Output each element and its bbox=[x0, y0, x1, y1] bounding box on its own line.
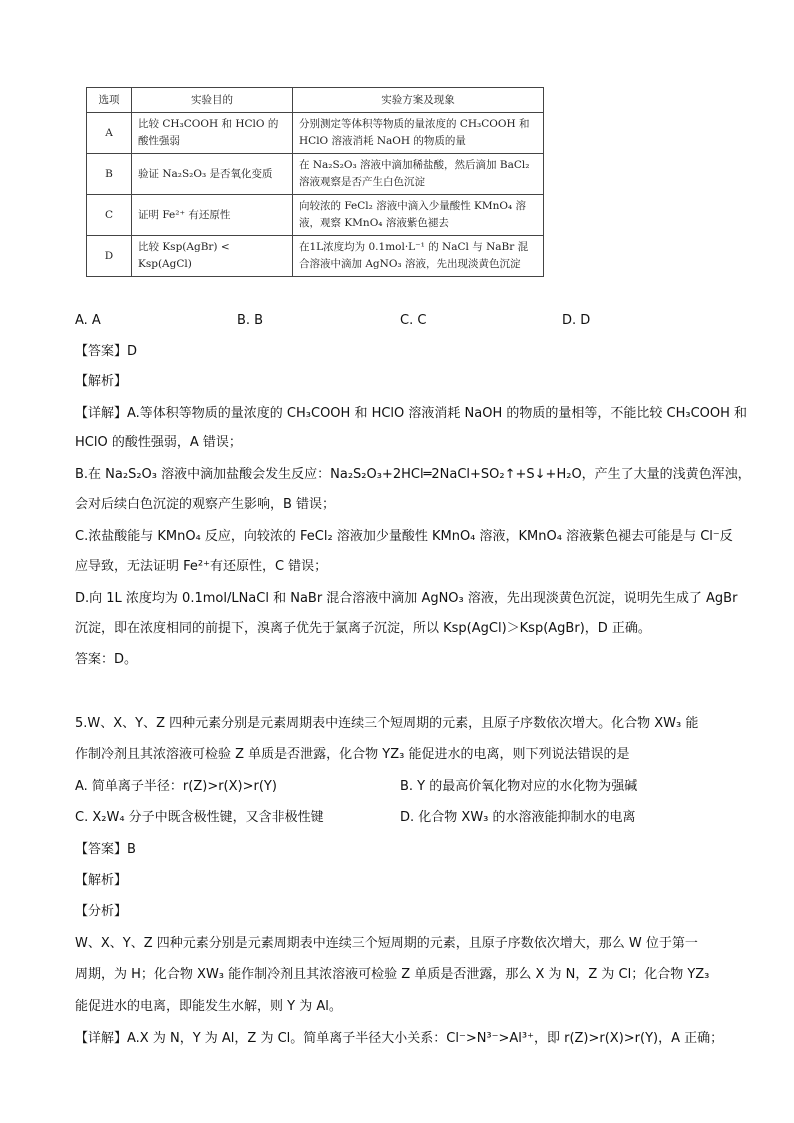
q5-detail-line: 能促进水的电离，即能发生水解，则 Y 为 Al。 bbox=[75, 999, 342, 1014]
table-row bbox=[87, 113, 544, 154]
row-option: D bbox=[87, 236, 132, 277]
q5-option-c: C. X₂W₄ 分子中既含极性键，又含非极性键 bbox=[75, 810, 324, 825]
header-option: 选项 bbox=[87, 88, 132, 113]
row-option: A bbox=[87, 113, 132, 154]
q4-option-d: D. D bbox=[562, 313, 591, 328]
q4-detail-line: D.向 1L 浓度均为 0.1mol/LNaCl 和 NaBr 混合溶液中滴加 AgNO₃ 溶液，先出现淡黄色沉淀，说明先生成了 AgBr bbox=[75, 591, 738, 606]
row-plan: 向较浓的 FeCl₂ 溶液中滴入少量酸性 KMnO₄ 溶液，观察 KMnO₄ 溶液紫色褪去 bbox=[293, 195, 544, 236]
q4-analysis-label: 【解析】 bbox=[75, 374, 128, 389]
row-plan: 在 Na₂S₂O₃ 溶液中滴加稀盐酸，然后滴加 BaCl₂ 溶液观察是否产生白色沉淀 bbox=[293, 154, 544, 195]
table-row bbox=[87, 195, 544, 236]
table-header-row bbox=[87, 88, 544, 113]
q4-final-answer: 答案：D。 bbox=[75, 652, 138, 667]
q4-option-a: A. A bbox=[75, 313, 101, 328]
row-option: B bbox=[87, 154, 132, 195]
row-purpose: 证明 Fe²⁺ 有还原性 bbox=[132, 195, 293, 236]
q5-option-a: A. 简单离子半径：r(Z)>r(X)>r(Y) bbox=[75, 779, 277, 794]
header-plan: 实验方案及现象 bbox=[293, 88, 544, 113]
row-plan: 分别测定等体积等物质的量浓度的 CH₃COOH 和 HClO 溶液消耗 NaOH 的物质的量 bbox=[293, 113, 544, 154]
q5-option-b: B. Y 的最高价氧化物对应的水化物为强碱 bbox=[400, 779, 638, 794]
q5-option-d: D. 化合物 XW₃ 的水溶液能抑制水的电离 bbox=[400, 810, 636, 825]
header-purpose: 实验目的 bbox=[132, 88, 293, 113]
q5-answer: 【答案】B bbox=[75, 842, 136, 857]
q5-analysis-label: 【解析】 bbox=[75, 873, 128, 888]
q4-detail-line: 应导致，无法证明 Fe²⁺有还原性，C 错误； bbox=[75, 559, 328, 574]
q4-detail-line: 会对后续白色沉淀的观察产生影响，B 错误； bbox=[75, 497, 336, 512]
row-purpose: 比较 Ksp(AgBr) < Ksp(AgCl) bbox=[132, 236, 293, 277]
q5-detail-line: 周期，为 H；化合物 XW₃ 能作制冷剂且其浓溶液可检验 Z 单质是否泄露，那么 X 为 N，Z 为 Cl；化合物 YZ₃ bbox=[75, 967, 710, 982]
q4-detail-line: B.在 Na₂S₂O₃ 溶液中滴加盐酸会发生反应：Na₂S₂O₃+2HCl═2NaCl+SO₂↑+S↓+H₂O，产生了大量的浅黄色浑浊， bbox=[75, 467, 751, 482]
table-row bbox=[87, 236, 544, 277]
q4-detail-line: 【详解】A.等体积等物质的量浓度的 CH₃COOH 和 HClO 溶液消耗 NaOH 的物质的量相等，不能比较 CH₃COOH 和 bbox=[75, 406, 748, 421]
table-row bbox=[87, 154, 544, 195]
row-option: C bbox=[87, 195, 132, 236]
row-plan: 在1L浓度均为 0.1mol·L⁻¹ 的 NaCl 与 NaBr 混合溶液中滴加 AgNO₃ 溶液，先出现淡黄色沉淀 bbox=[293, 236, 544, 277]
row-purpose: 验证 Na₂S₂O₃ 是否氧化变质 bbox=[132, 154, 293, 195]
q4-detail-line: C.浓盐酸能与 KMnO₄ 反应，向较浓的 FeCl₂ 溶液加少量酸性 KMnO₄ 溶液，KMnO₄ 溶液紫色褪去可能是与 Cl⁻反 bbox=[75, 529, 733, 544]
experiment-table bbox=[86, 87, 544, 277]
q4-detail-line: 沉淀，即在浓度相同的前提下，溴离子优先于氯离子沉淀，所以 Ksp(AgCl)＞Ksp(AgBr)，D 正确。 bbox=[75, 621, 651, 636]
q5-fenxi-label: 【分析】 bbox=[75, 904, 128, 919]
q5-detail-line: 【详解】A.X 为 N，Y 为 Al，Z 为 Cl。简单离子半径大小关系：Cl⁻>N³⁻>Al³⁺，即 r(Z)>r(X)>r(Y)，A 正确； bbox=[75, 1031, 724, 1046]
q5-stem-line: 5.W、X、Y、Z 四种元素分别是元素周期表中连续三个短周期的元素，且原子序数依次增大。化合物 XW₃ 能 bbox=[75, 716, 699, 731]
q4-answer: 【答案】D bbox=[75, 344, 138, 359]
row-purpose: 比较 CH₃COOH 和 HClO 的酸性强弱 bbox=[132, 113, 293, 154]
q4-detail-line: HClO 的酸性强弱，A 错误； bbox=[75, 435, 242, 450]
q4-option-b: B. B bbox=[237, 313, 264, 328]
q5-stem-line: 作制冷剂且其浓溶液可检验 Z 单质是否泄露，化合物 YZ₃ 能促进水的电离，则下列说法错误的是 bbox=[75, 747, 630, 762]
q4-option-c: C. C bbox=[400, 313, 427, 328]
q5-detail-line: W、X、Y、Z 四种元素分别是元素周期表中连续三个短周期的元素，且原子序数依次增大，那么 W 位于第一 bbox=[75, 936, 698, 951]
